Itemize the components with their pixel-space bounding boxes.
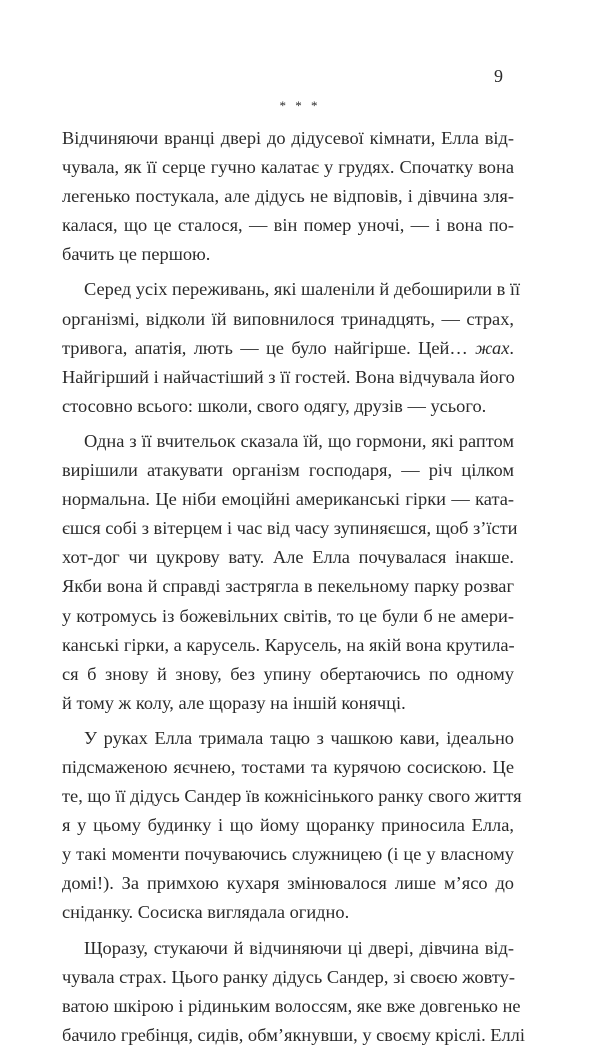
emphasized-word: жах: [475, 337, 510, 358]
text-line: організмі, відколи їй виповнилося тринадцять, — страх,: [62, 308, 514, 329]
text-line: [62, 334, 514, 363]
text-line: У руках Елла тримала тацю з чашкою кави, ідеально: [84, 727, 514, 748]
text-line: чувала страх. Цього ранку дідусь Сандер, зі своєю жовту-: [62, 966, 515, 987]
text-segment: тривога, апатія, лють — це було найгірше. Цей…: [62, 337, 476, 358]
text-line: легенько постукала, але дідусь не відповів, і дівчина зля-: [62, 186, 514, 207]
text-line: я у цьому будинку і що йому щоранку приносила Елла,: [62, 815, 514, 836]
text-line: підсмаженою яєчнею, тостами та курячою сосискою. Це: [62, 756, 514, 777]
text-line: ся б знову й знову, без упину обертаючись по одному: [62, 663, 514, 684]
page-number: 9: [494, 66, 503, 86]
body-text: [62, 124, 525, 1050]
text-line: вирішили атакувати організм господаря, — річ цілком: [62, 460, 514, 481]
text-segment: .: [509, 337, 514, 358]
text-line: Серед усіх переживань, які шаленіли й дебоширили в її: [84, 279, 521, 300]
text-line: й тому ж колу, але щоразу на іншій конячці.: [62, 692, 406, 713]
text-line: у такі моменти почуваючись служницею (і це у власному: [62, 844, 514, 865]
text-line: Відчиняючи вранці двері до дідусевої кімнати, Елла від-: [62, 128, 514, 148]
text-line: ватою шкірою і рідиньким волоссям, яке вже довгенько не: [62, 995, 521, 1016]
text-line: хот-дог чи цукрову вату. Але Елла почувалася інакше.: [62, 547, 514, 568]
scene-break: * * *: [279, 98, 321, 113]
text-line: бачило гребінця, сидів, обм’якнувши, у своєму кріслі. Еллі: [62, 1024, 525, 1045]
text-line: Одна з її вчительок сказала їй, що гормони, які раптом: [84, 430, 514, 451]
text-line: єшся собі з вітерцем і час від часу зупиняєшся, щоб з’їсти: [62, 518, 518, 539]
text-line: канські гірки, а карусель. Карусель, на якій вона крутила-: [62, 634, 515, 655]
text-line: сніданку. Сосиска виглядала огидно.: [62, 902, 350, 923]
text-line: Щоразу, стукаючи й відчиняючи ці двері, дівчина від-: [84, 937, 514, 958]
text-line: нормальна. Це ніби емоційні американські гірки — ката-: [62, 489, 514, 510]
text-line: домі!). За примхою кухаря змінювалося лише м’ясо до: [62, 873, 514, 894]
text-line: те, що її дідусь Сандер їв кожнісінького ранку свого життя: [62, 786, 522, 807]
text-line: калася, що це сталося, — він помер уночі, — і вона по-: [62, 215, 514, 236]
text-line: у котромусь із божевільних світів, то це були б не амери-: [62, 605, 514, 626]
text-line: стосовно всього: школи, свого одягу, друзів — усього.: [62, 395, 487, 416]
text-line: бачить це першою.: [62, 244, 211, 265]
text-line: Найгірший і найчастіший з її гостей. Вона відчувала його: [62, 366, 515, 387]
text-line: Якби вона й справді застрягла в пекельному парку розваг: [62, 576, 514, 597]
text-line: чувала, як її серце гучно калатає у грудях. Спочатку вона: [62, 157, 514, 178]
